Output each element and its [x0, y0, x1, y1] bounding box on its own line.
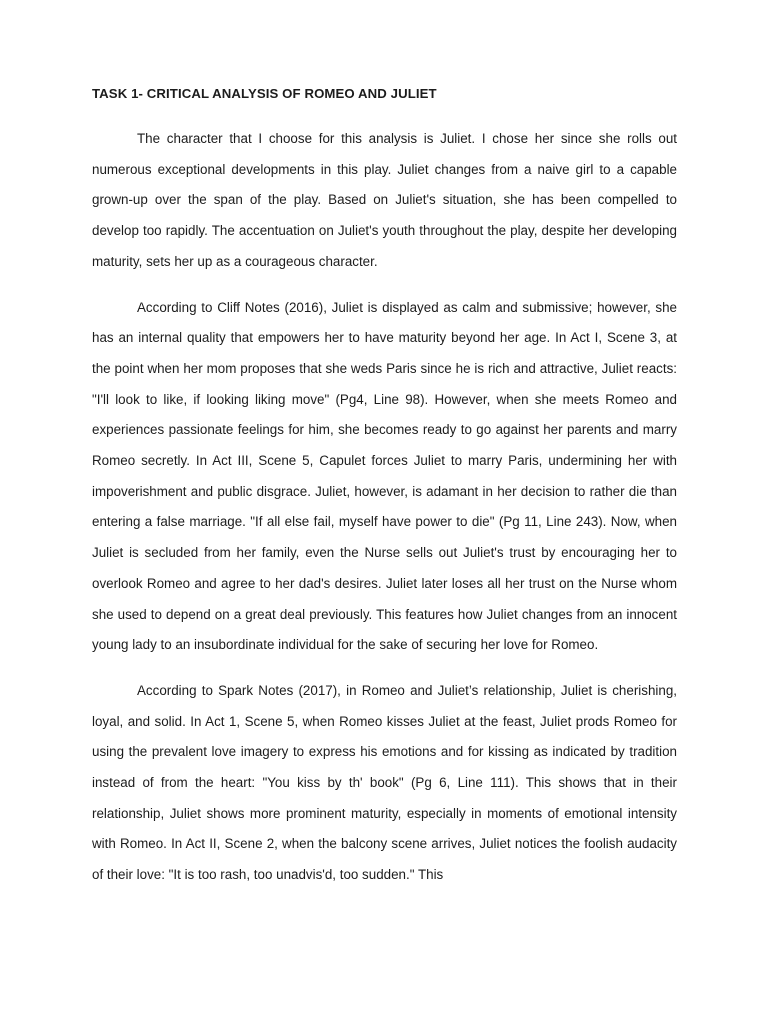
- paragraph-spark-notes: According to Spark Notes (2017), in Romeo and Juliet’s relationship, Juliet is cherishing, loyal, and solid. In Act 1, Scene 5, when Romeo kisses Juliet at the feast, Juliet prods Romeo for using the prevalent love imagery to express his emotions and for kissing as indicated by tradition instead of from the heart: "You kiss by th' book" (Pg 6, Line 111). This shows that in their relationship, Juliet shows more prominent maturity, especially in moments of emotional intensity with Romeo. In Act II, Scene 2, when the balcony scene arrives, Juliet notices the foolish audacity of their love: "It is too rash, too unadvis'd, too sudden." This: [92, 682, 677, 883]
- paragraph-cliff-notes: According to Cliff Notes (2016), Juliet is displayed as calm and submissive; however, she has an internal quality that empowers her to have maturity beyond her age. In Act I, Scene 3, at the point when her mom proposes that she weds Paris since he is rich and attractive, Juliet reacts: "I'll look to like, if looking liking move" (Pg4, Line 98). However, when she meets Romeo and experiences passionate feelings for him, she becomes ready to go against her parents and marry Romeo secretly. In Act III, Scene 5, Capulet forces Juliet to marry Paris, undermining her with impoverishment and public disgrace. Juliet, however, is adamant in her decision to rather die than entering a false marriage. "If all else fail, myself have power to die" (Pg 11, Line 243). Now, when Juliet is secluded from her family, even the Nurse sells out Juliet's trust by encouraging her to overlook Romeo and agree to her dad's desires. Juliet later loses all her trust on the Nurse whom she used to depend on a great deal previously. This features how Juliet changes from an innocent young lady to an insubordinate individual for the sake of securing her love for Romeo.: [92, 299, 677, 653]
- document-title: TASK 1- CRITICAL ANALYSIS OF ROMEO AND JULIET: [92, 86, 437, 101]
- document-body: [92, 84, 677, 906]
- paragraph-intro: The character that I choose for this analysis is Juliet. I chose her since she rolls out numerous exceptional developments in this play. Juliet changes from a naive girl to a capable grown-up over the span of the play. Based on Juliet's situation, she has been compelled to develop too rapidly. The accentuation on Juliet's youth throughout the play, despite her developing maturity, sets her up as a courageous character.: [92, 131, 677, 269]
